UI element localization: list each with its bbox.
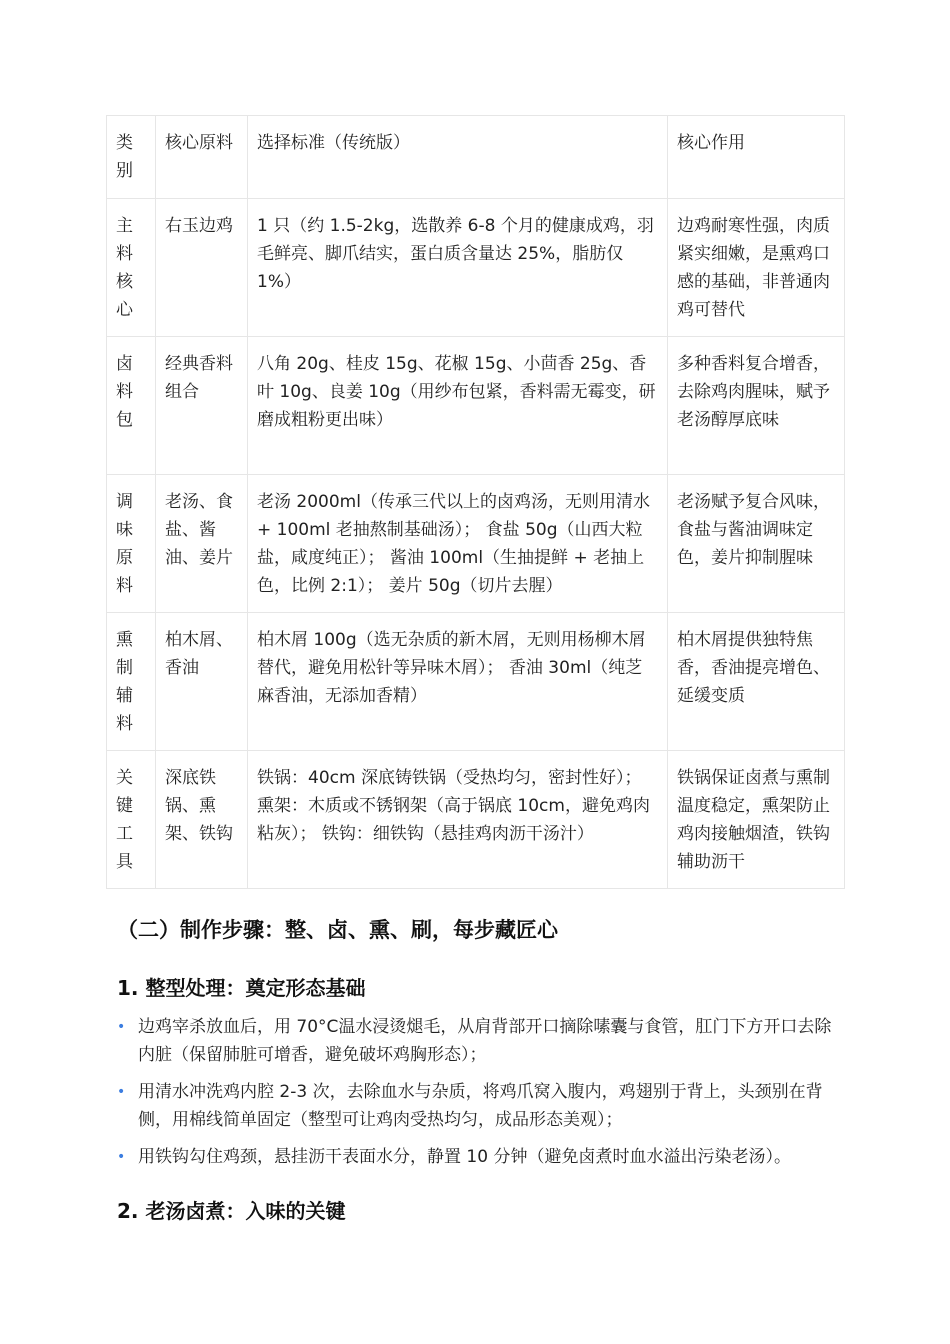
- table-row: [107, 613, 845, 751]
- cell-standard: 老汤 2000ml（传承三代以上的卤鸡汤，无则用清水 + 100ml 老抽熬制基础汤）； 食盐 50g（山西大粒盐，咸度纯正）； 酱油 100ml（生抽提鲜 + 老抽上色，比例 2:1）； 姜片 50g（切片去腥）: [248, 475, 668, 613]
- list-item-text: 边鸡宰杀放血后，用 70°C温水浸烫煺毛，从肩背部开口摘除嗉囊与食管，肛门下方开口去除内脏（保留肺脏可增香，避免破坏鸡胸形态）；: [138, 1017, 832, 1065]
- header-cell-role: 核心作用: [668, 116, 845, 199]
- cell-category: 主料核心: [107, 199, 156, 337]
- bullet-dot-icon: •: [117, 1019, 126, 1035]
- cell-category: 熏制辅料: [107, 613, 156, 751]
- cell-role: 铁锅保证卤煮与熏制温度稳定，熏架防止鸡肉接触烟渣，铁钩辅助沥干: [668, 751, 845, 889]
- section-title: （二）制作步骤：整、卤、熏、刷，每步藏匠心: [117, 918, 558, 942]
- table-row: [107, 199, 845, 337]
- cell-category: 卤料包: [107, 337, 156, 475]
- list-item: [117, 1143, 839, 1171]
- table-row: [107, 751, 845, 889]
- cell-ingredient: 经典香料组合: [156, 337, 248, 475]
- cell-ingredient: 深底铁锅、熏架、铁钩: [156, 751, 248, 889]
- ingredient-table-wrap: [106, 115, 844, 889]
- table-header-row: [107, 116, 845, 199]
- step1-bullet-list: [117, 1013, 839, 1180]
- step1-title: 1. 整型处理：奠定形态基础: [117, 976, 366, 1000]
- step2-title: 2. 老汤卤煮：入味的关键: [117, 1199, 346, 1223]
- cell-ingredient: 右玉边鸡: [156, 199, 248, 337]
- cell-standard: 八角 20g、桂皮 15g、花椒 15g、小茴香 25g、香叶 10g、良姜 10g（用纱布包紧，香料需无霉变，研磨成粗粉更出味）: [248, 337, 668, 475]
- cell-role: 老汤赋予复合风味，食盐与酱油调味定色，姜片抑制腥味: [668, 475, 845, 613]
- cell-role: 柏木屑提供独特焦香，香油提亮增色、延缓变质: [668, 613, 845, 751]
- list-item: [117, 1078, 839, 1134]
- header-cell-category: 类别: [107, 116, 156, 199]
- bullet-dot-icon: •: [117, 1149, 126, 1165]
- cell-category: 调味原料: [107, 475, 156, 613]
- cell-standard: 铁锅：40cm 深底铸铁锅（受热均匀，密封性好）； 熏架：木质或不锈钢架（高于锅底 10cm，避免鸡肉粘灰）； 铁钩：细铁钩（悬挂鸡肉沥干汤汁）: [248, 751, 668, 889]
- cell-ingredient: 老汤、食盐、酱油、姜片: [156, 475, 248, 613]
- list-item: [117, 1013, 839, 1069]
- cell-role: 多种香料复合增香，去除鸡肉腥味，赋予老汤醇厚底味: [668, 337, 845, 475]
- cell-role: 边鸡耐寒性强，肉质紧实细嫩，是熏鸡口感的基础，非普通肉鸡可替代: [668, 199, 845, 337]
- list-item-text: 用清水冲洗鸡内腔 2-3 次，去除血水与杂质，将鸡爪窝入腹内，鸡翅别于背上，头颈别在背侧，用棉线简单固定（整型可让鸡肉受热均匀，成品形态美观）；: [138, 1082, 823, 1130]
- header-cell-ingredient: 核心原料: [156, 116, 248, 199]
- cell-standard: 柏木屑 100g（选无杂质的新木屑，无则用杨柳木屑替代，避免用松针等异味木屑）； 香油 30ml（纯芝麻香油，无添加香精）: [248, 613, 668, 751]
- ingredient-table: [106, 115, 845, 889]
- cell-category: 关键工具: [107, 751, 156, 889]
- table-row: [107, 475, 845, 613]
- header-cell-standard: 选择标准（传统版）: [248, 116, 668, 199]
- cell-standard: 1 只（约 1.5-2kg，选散养 6-8 个月的健康成鸡，羽毛鲜亮、脚爪结实，蛋白质含量达 25%，脂肪仅 1%）: [248, 199, 668, 337]
- list-item-text: 用铁钩勾住鸡颈，悬挂沥干表面水分，静置 10 分钟（避免卤煮时血水溢出污染老汤）。: [138, 1147, 791, 1167]
- table-row: [107, 337, 845, 475]
- bullet-dot-icon: •: [117, 1084, 126, 1100]
- cell-ingredient: 柏木屑、香油: [156, 613, 248, 751]
